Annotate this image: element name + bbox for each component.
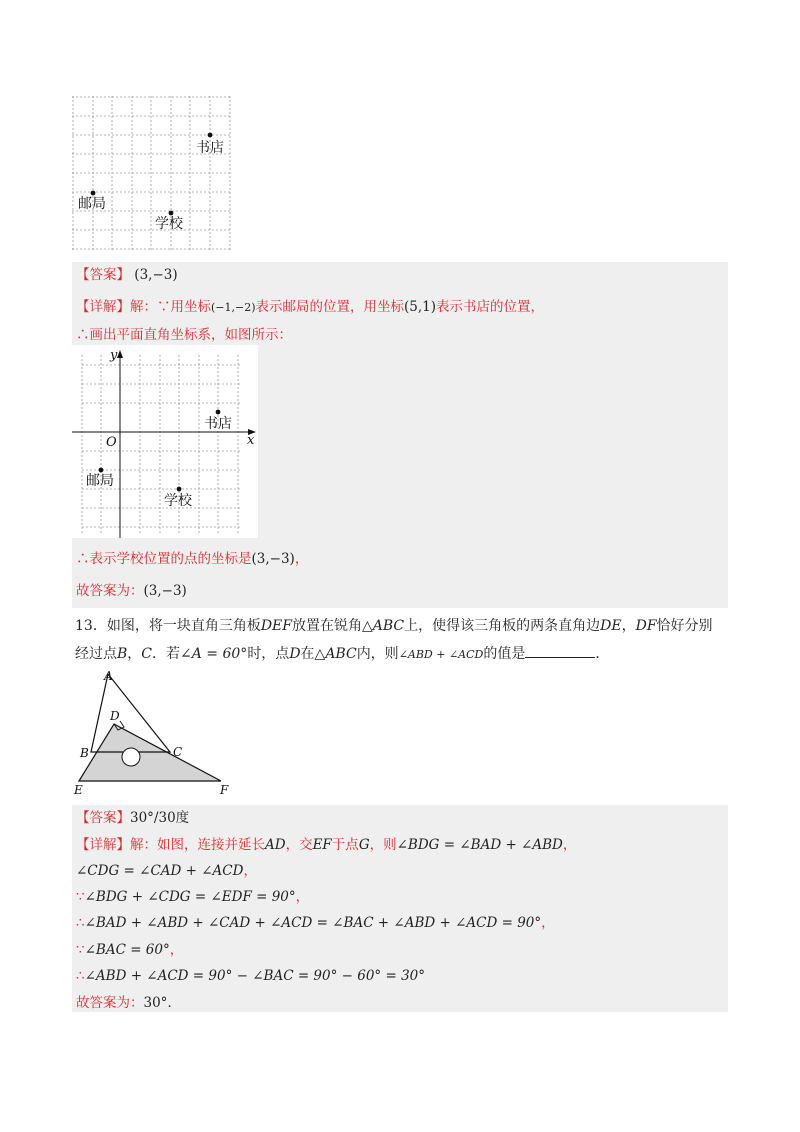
answer-blank (525, 643, 595, 658)
q-math: ∠ABD + ∠ACD (398, 648, 484, 661)
label-A: A (104, 669, 113, 683)
hole-circle (122, 748, 140, 766)
detail-text: 解：∵用坐标 (130, 299, 211, 315)
q-math: △ABC (314, 646, 357, 662)
detail-text: ， (295, 889, 310, 905)
school-label: 学校 (155, 216, 183, 232)
detail-line-2: ∴画出平面直角坐标系，如图所示： (76, 327, 292, 343)
detail-text: ． (167, 995, 181, 1011)
post-office-point (91, 191, 96, 196)
detail-text: ， (294, 551, 309, 567)
final-answer: 30° (143, 995, 168, 1011)
coord-post: (−1,−2) (211, 301, 256, 314)
q-text: 在 (300, 646, 315, 662)
origin-label: O (106, 435, 117, 450)
detail2-line-6 (76, 967, 425, 985)
detail-line-4 (76, 582, 187, 600)
label-E: E (74, 783, 83, 797)
math: ∠BDG = ∠BAD + ∠ABD (396, 837, 563, 853)
post-office-label: 邮局 (78, 196, 106, 212)
bookstore-label: 书店 (204, 416, 232, 432)
detail-text: 解：如图，连接并延长 (130, 837, 265, 853)
q-text: 上，使得该三角板的两条直角边 (404, 618, 601, 634)
detail-text: 表示邮局的位置，用坐标 (255, 299, 405, 315)
x-axis-label: x (247, 433, 255, 448)
answer-tag: 【答案】 (76, 810, 130, 826)
detail-text: ∴ (76, 915, 85, 931)
math: EF (312, 837, 332, 853)
answer-value: 30°/30度 (130, 810, 190, 826)
question-13-line-1 (75, 616, 713, 636)
q-text: 的值是 (483, 646, 526, 662)
y-axis-label: y (110, 348, 118, 363)
post-office-label: 邮局 (86, 473, 114, 489)
detail2-line-2 (76, 862, 257, 880)
q-text: 经过点 (75, 646, 117, 662)
question-13-line-2 (75, 643, 609, 665)
q-math: C (141, 646, 153, 662)
detail-text: ，交 (285, 837, 313, 853)
triangle-svg (74, 668, 240, 798)
label-B: B (80, 746, 89, 760)
q-math: DF (635, 618, 657, 634)
q-text: 时，点 (247, 646, 290, 662)
school-coord: (3,−3) (251, 551, 295, 567)
final-answer: (3,−3) (143, 583, 187, 599)
detail-text: 表示书店的位置， (436, 299, 545, 315)
detail-text: ，则 (369, 837, 397, 853)
detail-tag: 【详解】 (76, 837, 130, 853)
q-math: D (289, 646, 301, 662)
bookstore-point (208, 133, 213, 138)
coordinate-svg (72, 345, 258, 538)
coord-book: (5,1) (404, 299, 437, 315)
detail-tag: 【详解】 (76, 299, 130, 315)
detail-text: ， (169, 942, 184, 958)
q-math: △ABC (362, 618, 405, 634)
q-text: ．若 (152, 646, 181, 662)
detail-line-1 (76, 298, 544, 317)
answer2-line (76, 809, 189, 827)
detail-line-3 (76, 550, 308, 568)
detail-text: ∵ (76, 889, 85, 905)
detail2-line-1 (76, 836, 576, 854)
q-text: ． (595, 646, 610, 662)
math: AD (265, 837, 286, 853)
q-math: B (117, 646, 128, 662)
detail-text: 故答案为： (76, 583, 144, 599)
triangle-figure (74, 668, 240, 798)
bookstore-point (216, 410, 221, 415)
detail-text: ∵ (76, 942, 85, 958)
detail-text: ∴ (76, 968, 85, 984)
math: ∠CDG = ∠CAD + ∠ACD (76, 863, 244, 879)
answer-value: (3,−3) (134, 267, 178, 283)
math: ∠ABD + ∠ACD = 90° − ∠BAC = 90° − 60° = 30° (84, 968, 426, 984)
question-grid-figure (72, 96, 234, 254)
detail-text: 于点 (331, 837, 359, 853)
grid-svg (72, 96, 234, 254)
detail-text: ， (562, 837, 577, 853)
answer-tag: 【答案】 (76, 267, 130, 283)
label-F: F (220, 783, 229, 797)
detail2-line-5 (76, 941, 183, 959)
coordinate-grid-figure (72, 345, 258, 538)
detail-text: ， (243, 863, 257, 879)
detail2-line-3 (76, 888, 309, 906)
detail-text: 故答案为： (76, 995, 144, 1011)
detail-text: ， (541, 915, 555, 931)
math: ∠BAC = 60° (84, 942, 170, 958)
detail2-line-7 (76, 994, 181, 1012)
q-math: ∠A = 60° (180, 646, 248, 662)
q-text: ， (127, 646, 142, 662)
answer-line-1 (76, 266, 178, 284)
q-text: ， (621, 618, 636, 634)
q-text: 放置在锐角 (292, 618, 362, 634)
label-C: C (173, 745, 183, 759)
math: ∠BDG + ∠CDG = ∠EDF = 90° (84, 889, 296, 905)
detail-text: ∴表示学校位置的点的坐标是 (76, 551, 252, 567)
detail2-line-4 (76, 914, 555, 932)
math: ∠BAD + ∠ABD + ∠CAD + ∠ACD = ∠BAC + ∠ABD + ∠ACD = 90° (84, 915, 542, 931)
school-point (177, 487, 182, 492)
q-math: DEF (260, 618, 292, 634)
school-point (169, 211, 174, 216)
q-text: 13．如图，将一块直角三角板 (75, 618, 261, 634)
label-D: D (110, 709, 120, 723)
post-office-point (99, 468, 104, 473)
q-math: DE (600, 618, 622, 634)
bookstore-label: 书店 (196, 140, 224, 156)
math: G (358, 837, 370, 853)
q-text: 内，则 (356, 646, 399, 662)
school-label: 学校 (164, 493, 192, 509)
y-axis-arrow-icon (117, 350, 123, 358)
q-text: 恰好分别 (656, 618, 713, 634)
